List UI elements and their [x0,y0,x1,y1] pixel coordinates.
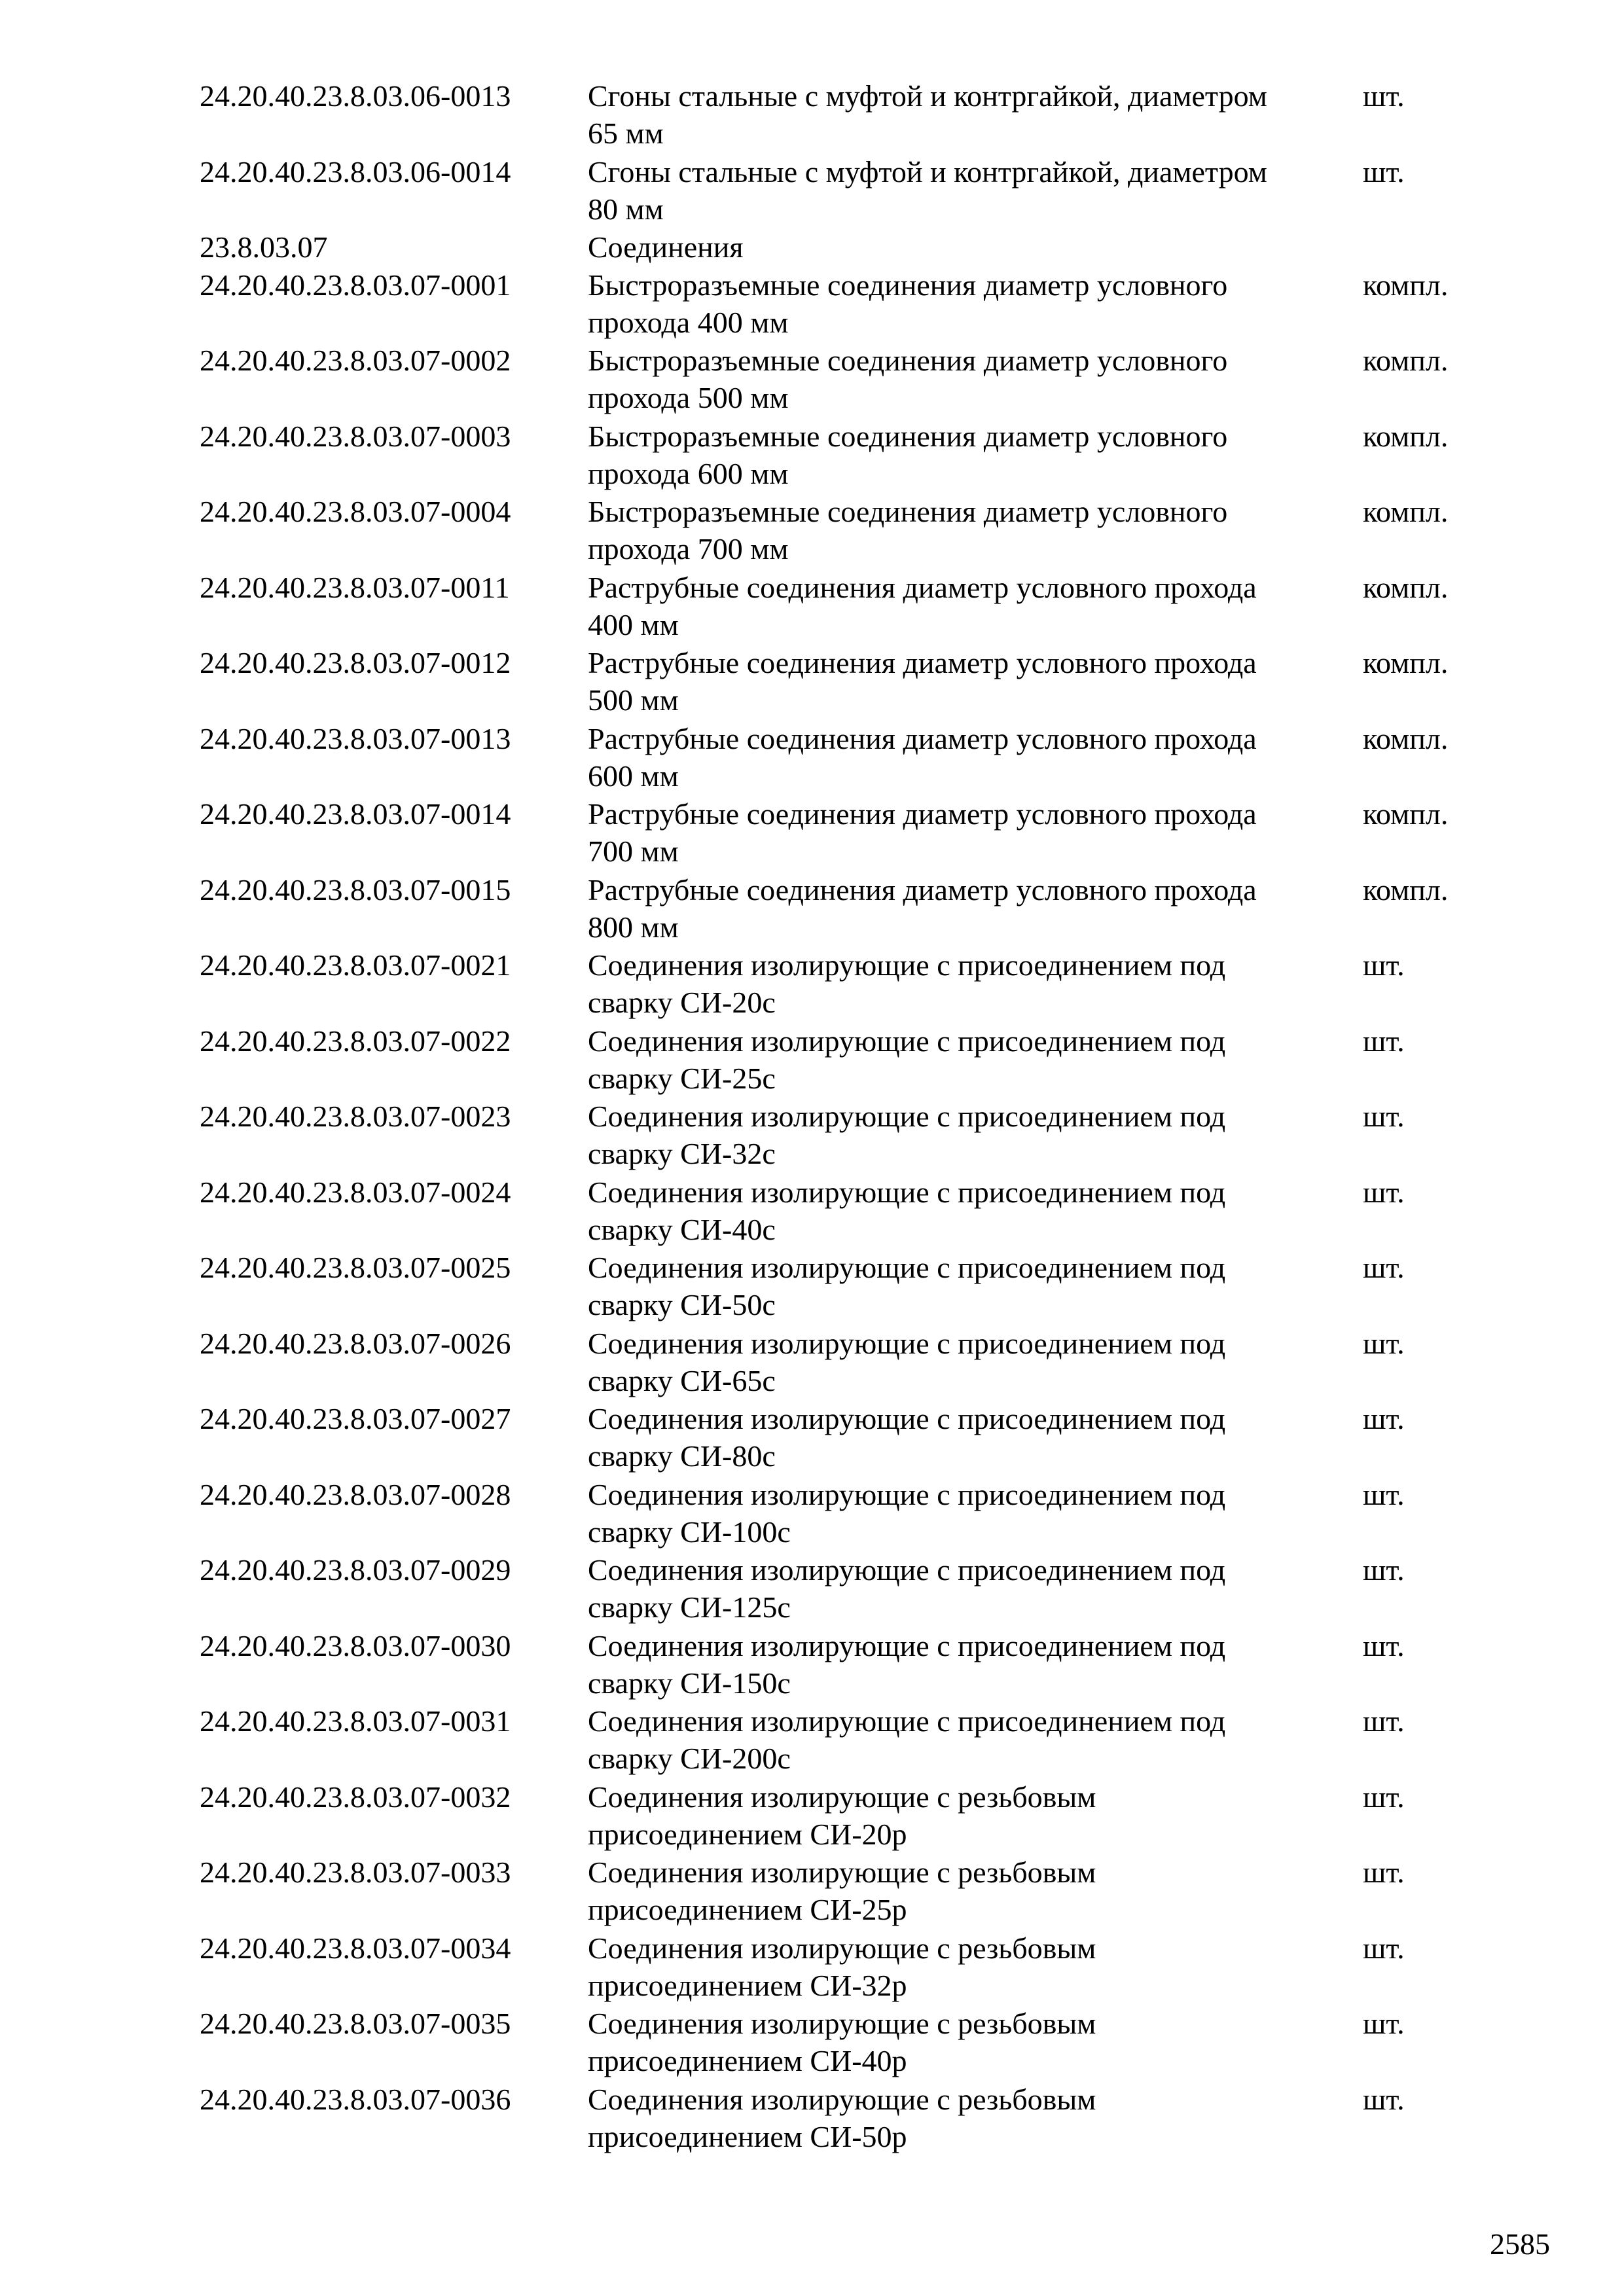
resource-code: 24.20.40.23.8.03.07-0013 [200,721,511,755]
resource-unit: шт. [1363,1628,1405,1662]
resource-name: Быстроразъемные соединения диаметр условного прохода 700 мм [588,495,1228,565]
resource-code: 23.8.03.07 [200,230,328,264]
resource-code: 24.20.40.23.8.03.07-0027 [200,1402,511,1435]
resource-name: Соединения изолирующие с резьбовым присоединением СИ-50р [588,2082,1096,2153]
resource-name: Раструбные соединения диаметр условного прохода 800 мм [588,872,1257,944]
resource-code: 24.20.40.23.8.03.07-0029 [200,1553,511,1587]
resource-code: 24.20.40.23.8.03.07-0012 [200,646,511,679]
resource-code: 24.20.40.23.8.03.07-0003 [200,419,511,453]
resource-unit: компл. [1363,344,1449,377]
table-row [200,946,1509,1022]
resource-unit: шт. [1363,1100,1405,1133]
table-row [200,1778,1509,1854]
resource-code: 24.20.40.23.8.03.06-0013 [200,79,511,113]
resource-name: Соединения изолирующие с присоединением под сварку СИ-40с [588,1175,1226,1246]
table-row [200,1476,1509,1552]
table-row [200,77,1509,153]
resource-name: Соединения изолирующие с резьбовым присоединением СИ-32р [588,1931,1096,2002]
table-row [200,1098,1509,1174]
resource-code: 24.20.40.23.8.03.07-0022 [200,1024,511,1058]
table-row [200,418,1509,493]
resource-name: Соединения изолирующие с резьбовым присоединением СИ-25р [588,1856,1096,1926]
table-row [200,795,1509,871]
resource-name: Соединения изолирующие с присоединением под сварку СИ-150с [588,1628,1226,1700]
resource-unit: шт. [1363,2082,1405,2116]
resource-code: 24.20.40.23.8.03.07-0024 [200,1175,511,1209]
resource-code: 24.20.40.23.8.03.07-0014 [200,797,511,831]
table-row [200,342,1509,418]
table-row [200,1702,1509,1778]
resource-unit: шт. [1363,1175,1405,1209]
resource-unit: шт. [1363,1553,1405,1587]
resource-unit: компл. [1363,797,1449,831]
resource-name: Быстроразъемные соединения диаметр условного прохода 400 мм [588,268,1228,339]
resource-code: 24.20.40.23.8.03.07-0002 [200,344,511,377]
table-row [200,871,1509,947]
resource-unit: шт. [1363,1024,1405,1058]
resource-unit: шт. [1363,948,1405,982]
table-row [200,1249,1509,1325]
resource-unit: шт. [1363,154,1405,188]
resource-name: Соединения изолирующие с резьбовым присоединением СИ-40р [588,2007,1096,2077]
resource-code: 24.20.40.23.8.03.07-0030 [200,1628,511,1662]
resource-name: Соединения изолирующие с присоединением под сварку СИ-20с [588,948,1226,1019]
resource-name: Соединения изолирующие с присоединением под сварку СИ-65с [588,1326,1226,1397]
resource-unit: шт. [1363,1704,1405,1738]
table-row [200,720,1509,796]
resource-name: Соединения изолирующие с присоединением под сварку СИ-80с [588,1402,1226,1473]
resource-unit: компл. [1363,872,1449,906]
resource-code: 24.20.40.23.8.03.07-0023 [200,1100,511,1133]
table-row [200,1551,1509,1627]
resource-name: Раструбные соединения диаметр условного прохода 600 мм [588,721,1257,793]
resource-unit: шт. [1363,1931,1405,1965]
table-row [200,266,1509,342]
resource-code: 24.20.40.23.8.03.07-0036 [200,2082,511,2116]
resource-code: 24.20.40.23.8.03.07-0025 [200,1251,511,1284]
resource-unit: компл. [1363,495,1449,528]
resource-name: Раструбные соединения диаметр условного прохода 700 мм [588,797,1257,868]
resource-unit: шт. [1363,1477,1405,1511]
resource-code: 24.20.40.23.8.03.07-0001 [200,268,511,302]
resource-unit: компл. [1363,646,1449,679]
resource-code: 24.20.40.23.8.03.07-0032 [200,1780,511,1814]
resource-name: Соединения изолирующие с присоединением под сварку СИ-100с [588,1477,1226,1549]
resource-unit: компл. [1363,268,1449,302]
resource-name: Раструбные соединения диаметр условного прохода 500 мм [588,646,1257,717]
resource-code: 24.20.40.23.8.03.07-0031 [200,1704,511,1738]
table-row [200,1929,1509,2005]
resource-name: Раструбные соединения диаметр условного прохода 400 мм [588,570,1257,641]
resource-unit: компл. [1363,570,1449,604]
table-row [200,1325,1509,1401]
resource-name: Соединения изолирующие с присоединением под сварку СИ-125с [588,1553,1226,1624]
resource-name: Быстроразъемные соединения диаметр условного прохода 500 мм [588,344,1228,414]
resource-code: 24.20.40.23.8.03.07-0035 [200,2007,511,2040]
resource-unit: шт. [1363,1402,1405,1435]
resource-code: 24.20.40.23.8.03.06-0014 [200,154,511,188]
table-row [200,2081,1509,2157]
resource-name: Быстроразъемные соединения диаметр условного прохода 600 мм [588,419,1228,490]
table-row [200,1627,1509,1703]
resource-unit: шт. [1363,1251,1405,1284]
page-number: 2585 [1490,2227,1550,2261]
resource-code: 24.20.40.23.8.03.07-0034 [200,1931,511,1965]
resource-name: Соединения [588,230,744,264]
table-row [200,493,1509,569]
table-row [200,228,1509,266]
table-row [200,644,1509,720]
resource-code: 24.20.40.23.8.03.07-0026 [200,1326,511,1360]
resource-unit: шт. [1363,79,1405,113]
resource-unit: компл. [1363,721,1449,755]
resource-code: 24.20.40.23.8.03.07-0011 [200,570,510,604]
resource-name: Соединения изолирующие с резьбовым присоединением СИ-20р [588,1780,1096,1851]
resource-name: Соединения изолирующие с присоединением под сварку СИ-50с [588,1251,1226,1321]
resource-name: Соединения изолирующие с присоединением под сварку СИ-32с [588,1100,1226,1170]
resource-unit: шт. [1363,1326,1405,1360]
table-row [200,153,1509,229]
resource-code: 24.20.40.23.8.03.07-0033 [200,1856,511,1889]
resource-name: Сгоны стальные с муфтой и контргайкой, диаметром 80 мм [588,154,1267,226]
table-row [200,2005,1509,2081]
resource-unit: шт. [1363,2007,1405,2040]
resource-code: 24.20.40.23.8.03.07-0028 [200,1477,511,1511]
table-row [200,1174,1509,1249]
resource-table [200,77,1509,2156]
resource-name: Соединения изолирующие с присоединением под сварку СИ-200с [588,1704,1226,1775]
resource-code: 24.20.40.23.8.03.07-0015 [200,872,511,906]
table-row [200,1022,1509,1098]
resource-code: 24.20.40.23.8.03.07-0004 [200,495,511,528]
resource-name: Соединения изолирующие с присоединением под сварку СИ-25с [588,1024,1226,1095]
table-row [200,1854,1509,1929]
resource-unit: шт. [1363,1780,1405,1814]
table-row [200,569,1509,645]
resource-unit: компл. [1363,419,1449,453]
table-row [200,1400,1509,1476]
resource-code: 24.20.40.23.8.03.07-0021 [200,948,511,982]
resource-name: Сгоны стальные с муфтой и контргайкой, диаметром 65 мм [588,79,1267,150]
resource-unit: шт. [1363,1856,1405,1889]
